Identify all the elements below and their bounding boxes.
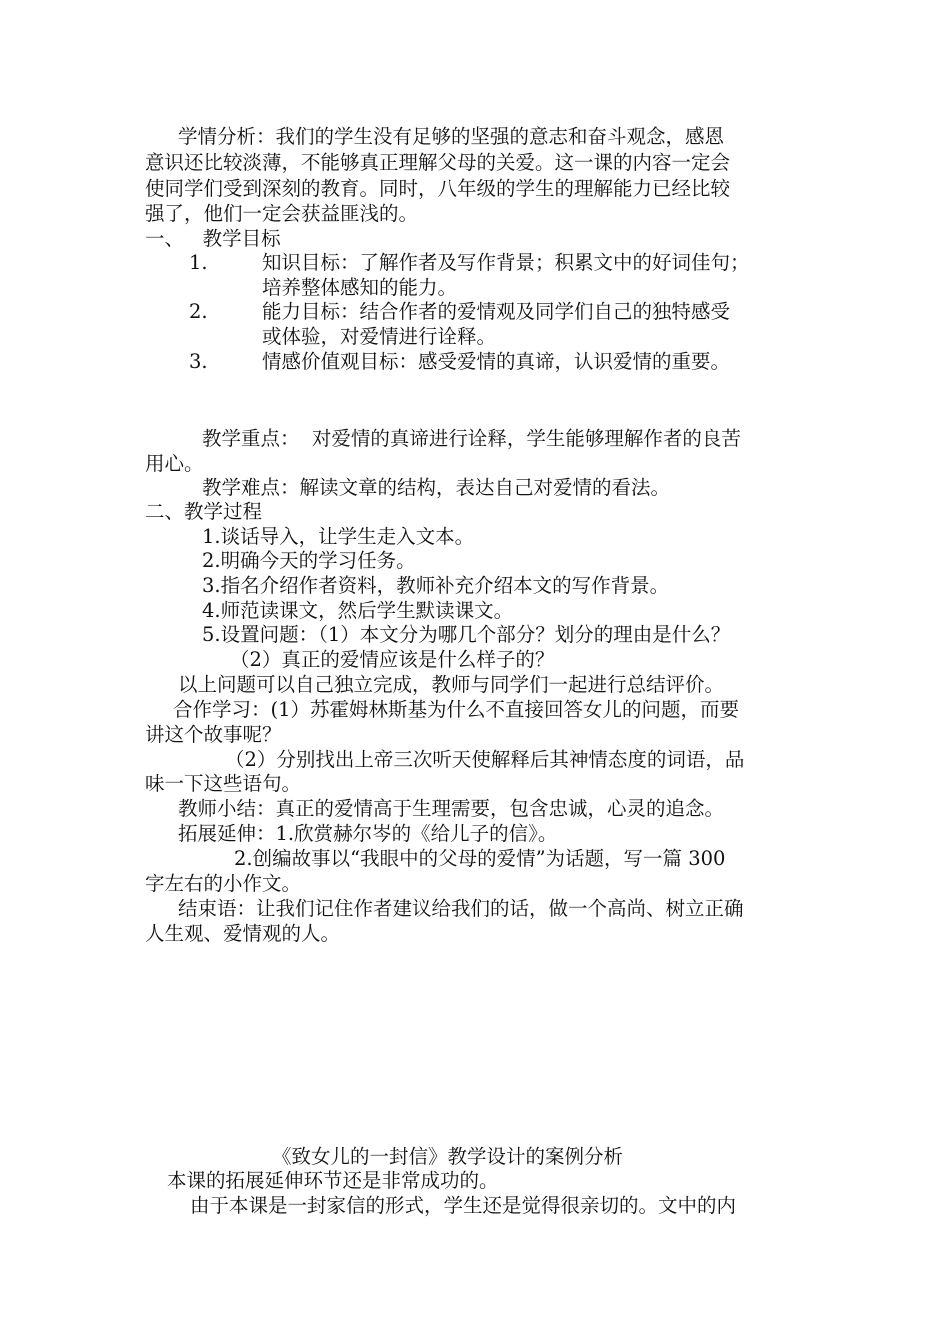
objective-number-1: 1. [189,251,208,274]
cooperation-line-2: 讲这个故事呢？ [145,723,282,746]
process-step-5: 5.设置问题：（1）本文分为哪几个部分？划分的理由是什么？ [202,623,731,646]
situation-line-1: 学情分析：我们的学生没有足够的坚强的意志和奋斗观念，感恩 [178,125,725,148]
objective-number-2: 2. [189,300,208,323]
difficulty-line: 教学难点：解读文章的结构，表达自己对爱情的看法。 [202,476,671,499]
process-heading: 二、教学过程 [145,500,263,523]
cooperation2-line-2: 味一下这些语句。 [145,772,302,795]
cooperation-line-1: 合作学习：(1）苏霍姆林斯基为什么不直接回答女儿的问题，而要 [173,698,740,721]
objective-2-line-2: 或体验，对爱情进行诠释。 [262,325,497,348]
focus-line-2: 用心。 [145,452,204,475]
process-step-4: 4.师范读课文，然后学生默读课文。 [202,599,514,622]
analysis-line-1: 本课的拓展延伸环节还是非常成功的。 [167,1169,499,1192]
extension-line-1: 拓展延伸：1.欣赏赫尔岑的《给儿子的信》。 [178,822,558,845]
process-question-2: （2）真正的爱情应该是什么样子的？ [230,648,555,671]
objective-3-line-1: 情感价值观目标：感受爱情的真谛，认识爱情的重要。 [262,350,731,373]
extension-line-2: 2.创编故事以“我眼中的父母的爱情”为话题，写一篇 300 [234,847,726,870]
closing-line-2: 人生观、爱情观的人。 [145,922,341,945]
process-step-1: 1.谈话导入，让学生走入文本。 [202,525,475,548]
cooperation2-line-1: （2）分别找出上帝三次听天使解释后其神情态度的词语，品 [225,748,745,771]
process-summary: 以上问题可以自己独立完成，教师与同学们一起进行总结评价。 [178,673,725,696]
focus-line-1: 教学重点： 对爱情的真谛进行诠释，学生能够理解作者的良苦 [202,427,741,450]
situation-line-2: 意识还比较淡薄，不能够真正理解父母的关爱。这一课的内容一定会 [145,151,731,174]
objectives-heading: 一、 教学目标 [145,227,281,250]
closing-line-1: 结束语：让我们记住作者建议给我们的话，做一个高尚、树立正确 [178,897,744,920]
objective-2-line-1: 能力目标：结合作者的爱情观及同学们自己的独特感受 [262,300,731,323]
process-step-3: 3.指名介绍作者资料，教师补充介绍本文的写作背景。 [202,574,670,597]
analysis-line-2: 由于本课是一封家信的形式，学生还是觉得很亲切的。文中的内 [190,1194,737,1217]
objective-1-line-2: 培养整体感知的能力。 [262,276,458,299]
situation-line-3: 使同学们受到深刻的教育。同时，八年级的学生的理解能力已经比较 [145,177,731,200]
teacher-summary: 教师小结：真正的爱情高于生理需要，包含忠诚，心灵的追念。 [178,797,725,820]
extension-line-3: 字左右的小作文。 [145,872,302,895]
objective-1-line-1: 知识目标：了解作者及写作背景；积累文中的好词佳句； [262,251,750,274]
objective-number-3: 3. [189,350,208,373]
analysis-title: 《致女儿的一封信》教学设计的案例分析 [272,1145,624,1168]
process-step-2: 2.明确今天的学习任务。 [202,549,416,572]
situation-line-4: 强了，他们一定会获益匪浅的。 [145,202,419,225]
